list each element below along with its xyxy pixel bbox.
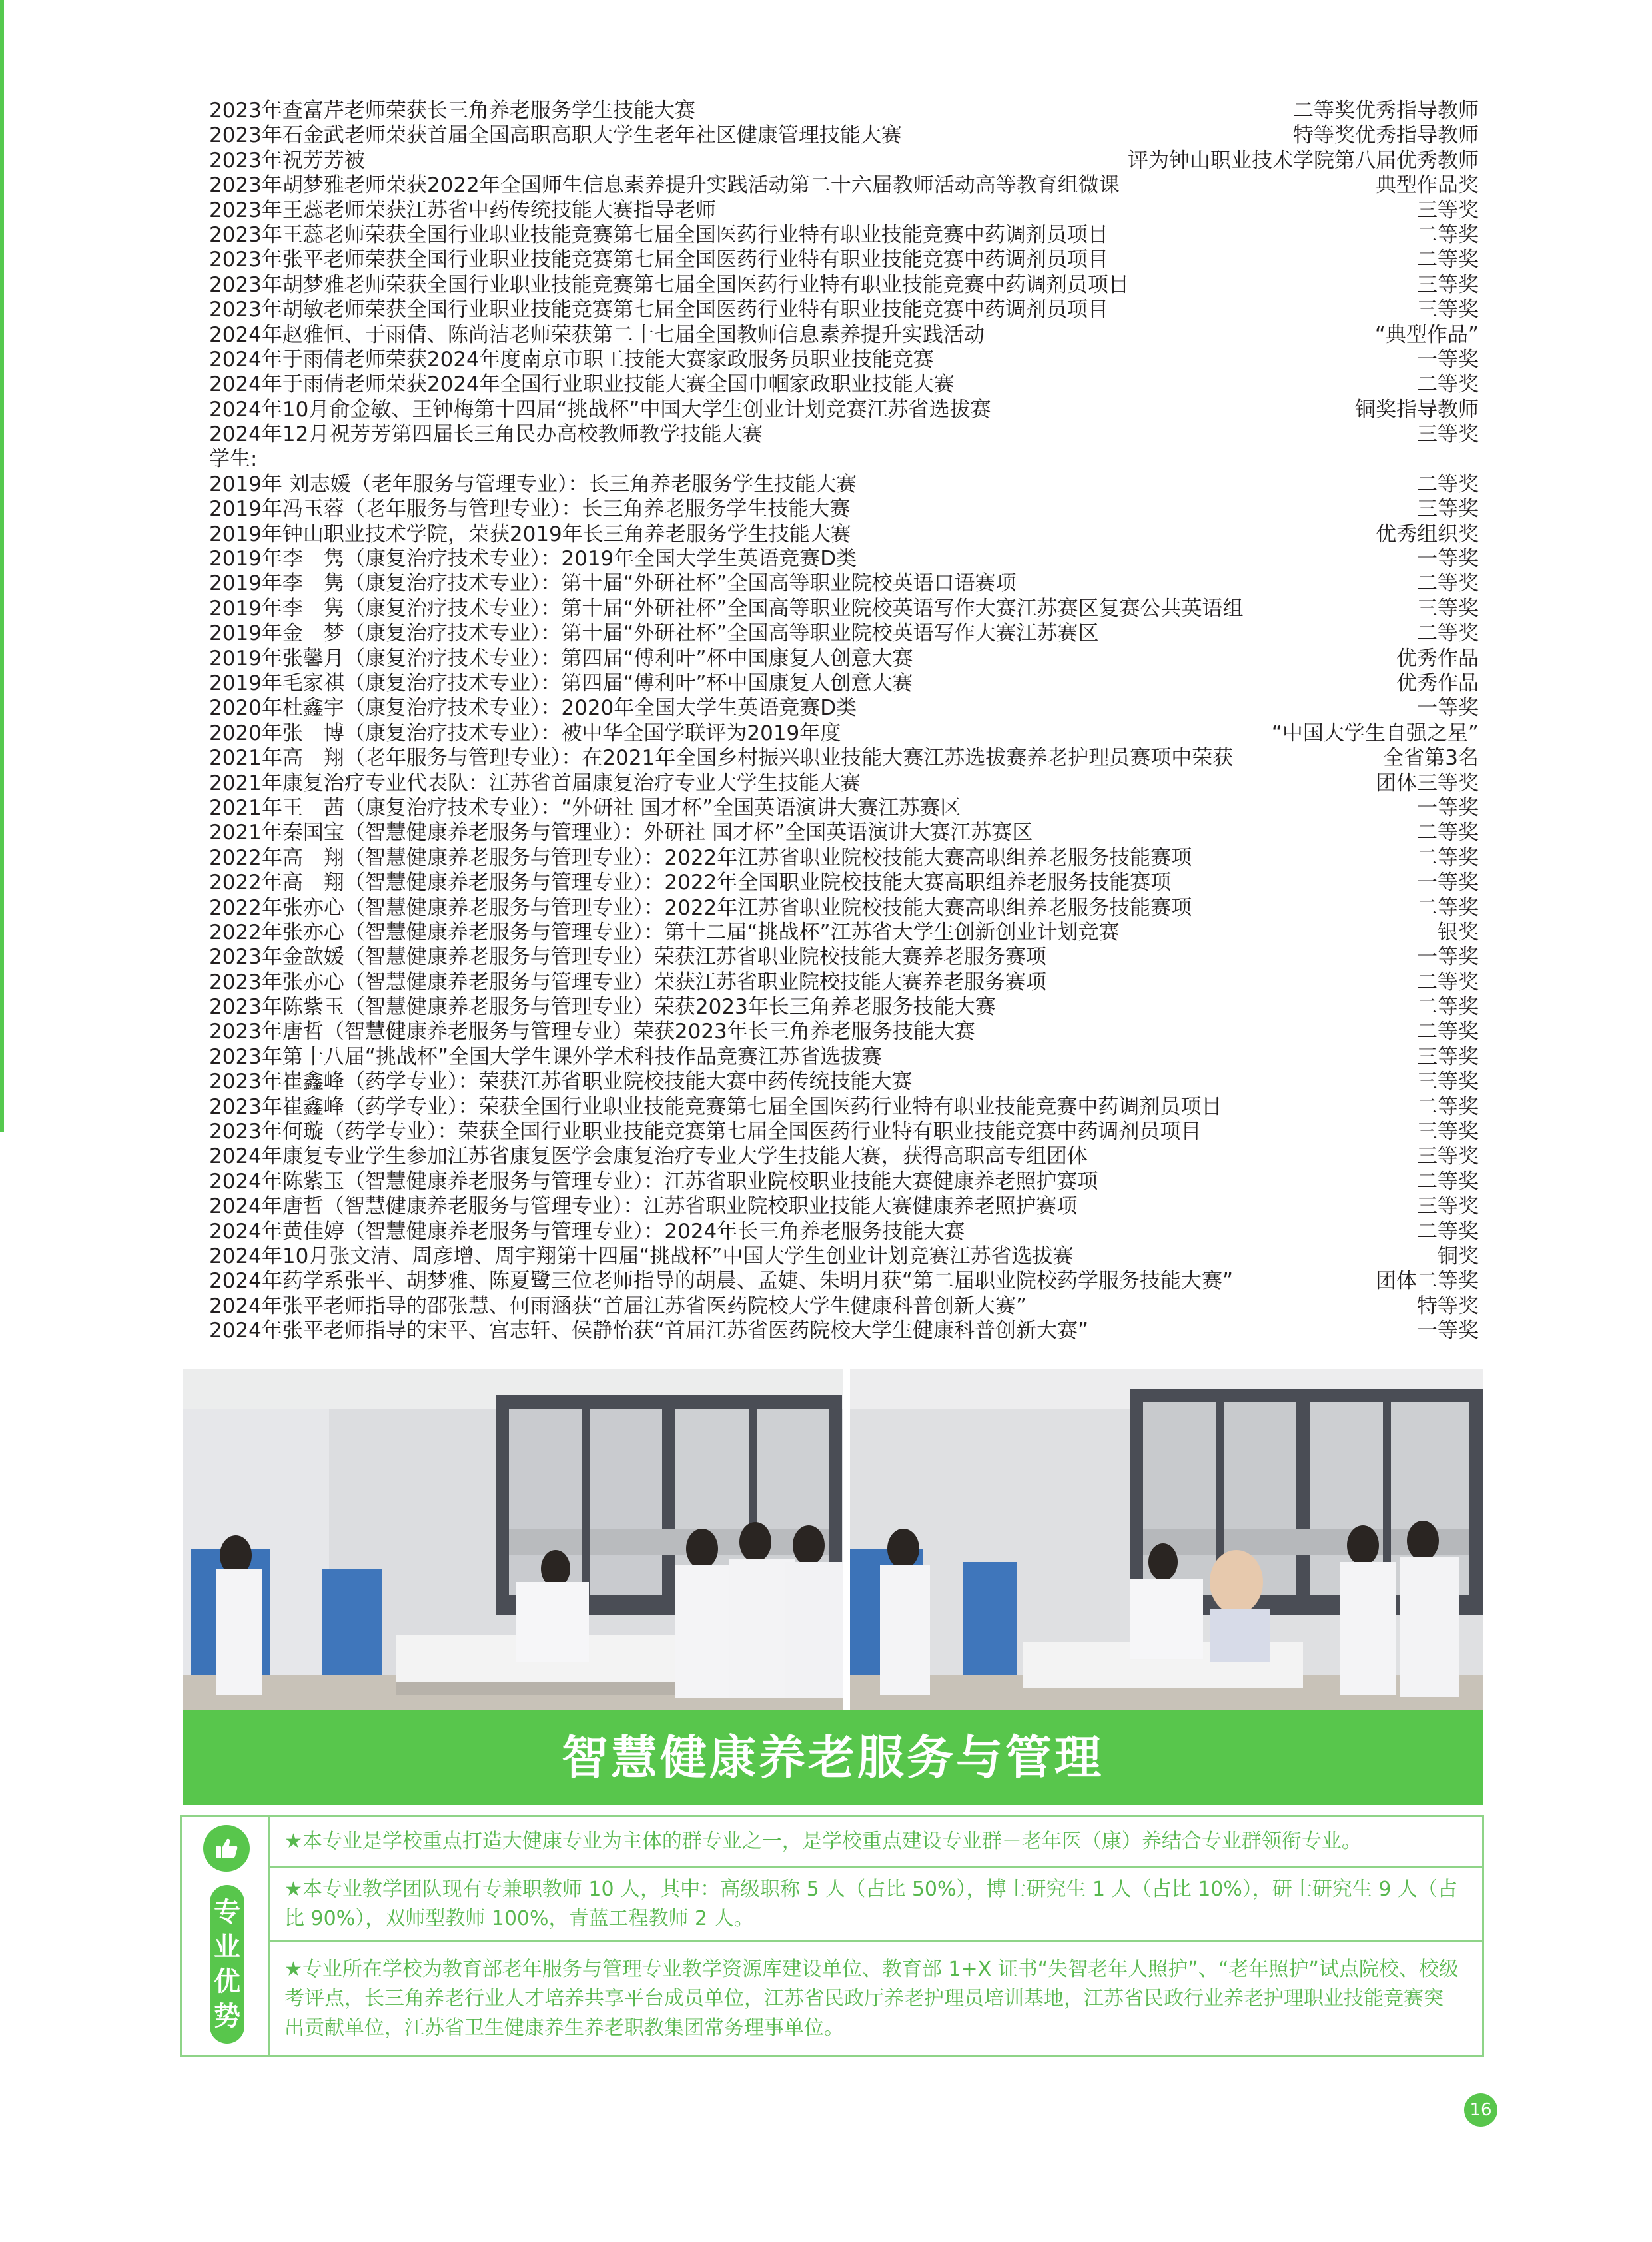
award-row xyxy=(209,871,1479,895)
award-row xyxy=(209,149,1479,173)
award-result: 一等奖 xyxy=(1417,347,1479,372)
award-result: 评为钟山职业技术学院第八届优秀教师 xyxy=(1128,148,1479,173)
award-result: 三等奖 xyxy=(1417,272,1479,297)
award-text: 2022年高 翔（智慧健康养老服务与管理专业）：2022年江苏省职业院校技能大赛高职组养老服务技能赛项 xyxy=(209,845,1192,870)
award-result: 二等奖 xyxy=(1417,821,1479,845)
award-result: 三等奖 xyxy=(1417,1044,1479,1069)
award-result: 三等奖 xyxy=(1417,1144,1479,1169)
award-row xyxy=(209,348,1479,372)
award-result: 一等奖 xyxy=(1417,1319,1479,1343)
award-row xyxy=(209,970,1479,995)
award-result: 三等奖 xyxy=(1417,1194,1479,1219)
award-text: 2024年张平老师指导的宋平、宫志轩、侯静怡获“首届江苏省医药院校大学生健康科普创新大赛” xyxy=(209,1319,1089,1343)
award-result: 二等奖 xyxy=(1417,571,1479,596)
award-text: 2023年陈紫玉（智慧健康养老服务与管理专业）荣获2023年长三角养老服务技能大赛 xyxy=(209,995,996,1020)
advantages-label-char: 势 xyxy=(214,2001,240,2032)
award-text: 2021年高 翔（老年服务与管理专业）：在2021年全国乡村振兴职业技能大赛江苏选拔赛养老护理员赛项中荣获 xyxy=(209,746,1234,771)
award-row xyxy=(209,721,1479,746)
award-text: 2024年药学系张平、胡梦雅、陈夏鹭三位老师指导的胡晨、孟婕、朱明月获“第二届职业院校药学服务技能大赛” xyxy=(209,1269,1234,1294)
award-row xyxy=(209,323,1479,348)
award-result: 二等奖 xyxy=(1417,995,1479,1020)
award-row xyxy=(209,522,1479,547)
award-text: 2023年胡梦雅老师荣获2022年全国师生信息素养提升实践活动第二十六届教师活动高等教育组微课 xyxy=(209,173,1120,198)
award-text: 2022年高 翔（智慧健康养老服务与管理专业）：2022年全国职业院校技能大赛高职组养老服务技能赛项 xyxy=(209,871,1172,895)
award-row xyxy=(209,1170,1479,1194)
award-row xyxy=(209,821,1479,845)
award-result: 二等奖 xyxy=(1417,372,1479,397)
award-row xyxy=(209,1144,1479,1169)
award-result: 优秀作品 xyxy=(1396,646,1479,671)
award-text: 2024年赵雅恒、于雨倩、陈尚洁老师荣获第二十七届全国教师信息素养提升实践活动 xyxy=(209,322,985,347)
award-text: 2023年唐哲（智慧健康养老服务与管理专业）荣获2023年长三角养老服务技能大赛 xyxy=(209,1020,975,1044)
award-text: 2019年金 梦（康复治疗技术专业）：第十届“外研社杯”全国高等职业院校英语写作大赛江苏赛区 xyxy=(209,621,1099,646)
award-result: 二等奖 xyxy=(1417,845,1479,870)
award-row xyxy=(209,571,1479,596)
award-row xyxy=(209,1120,1479,1144)
award-text: 2019年张馨月（康复治疗技术专业）：第四届“傅利叶”杯中国康复人创意大赛 xyxy=(209,646,913,671)
award-result: 一等奖 xyxy=(1417,871,1479,895)
award-row xyxy=(209,372,1479,397)
page-edge-stripe xyxy=(0,0,4,1132)
award-row xyxy=(209,1220,1479,1244)
award-result: 银奖 xyxy=(1438,920,1479,944)
award-result: 二等奖 xyxy=(1417,222,1479,247)
award-text: 2022年张亦心（智慧健康养老服务与管理专业）：第十二届“挑战杯”江苏省大学生创新创业计划竞赛 xyxy=(209,920,1120,944)
award-text: 2019年李 隽（康复治疗技术专业）：2019年全国大学生英语竞赛D类 xyxy=(209,547,857,571)
award-result: 二等奖 xyxy=(1417,248,1479,272)
award-text: 2023年金歆媛（智慧健康养老服务与管理专业）荣获江苏省职业院校技能大赛养老服务赛项 xyxy=(209,945,1046,970)
award-text: 2023年胡敏老师荣获全国行业职业技能竞赛第七届全国医药行业特有职业技能竞赛中药调剂员项目 xyxy=(209,298,1108,322)
award-text: 2024年张平老师指导的邵张慧、何雨涵获“首届江苏省医药院校大学生健康科普创新大赛” xyxy=(209,1294,1027,1318)
award-row xyxy=(209,1244,1479,1269)
award-result: 特等奖 xyxy=(1417,1294,1479,1318)
advantages-label xyxy=(210,1885,244,2044)
award-row xyxy=(209,1194,1479,1219)
award-text: 2023年石金武老师荣获首届全国高职高职大学生老年社区健康管理技能大赛 xyxy=(209,123,902,148)
award-text: 2023年王蕊老师荣获全国行业职业技能竞赛第七届全国医药行业特有职业技能竞赛中药调剂员项目 xyxy=(209,222,1108,247)
award-result: 全省第3名 xyxy=(1383,746,1479,771)
award-text: 2024年10月俞金敏、王钟梅第十四届“挑战杯”中国大学生创业计划竞赛江苏省选拔赛 xyxy=(209,397,991,422)
award-text: 2024年唐哲（智慧健康养老服务与管理专业）：江苏省职业院校职业技能大赛健康养老照护赛项 xyxy=(209,1194,1078,1219)
advantages-sidebar xyxy=(182,1817,270,2055)
award-row xyxy=(209,647,1479,671)
award-result: 三等奖 xyxy=(1417,497,1479,522)
award-row xyxy=(209,472,1479,497)
award-text: 2023年胡梦雅老师荣获全国行业职业技能竞赛第七届全国医药行业特有职业技能竞赛中药调剂员项目 xyxy=(209,272,1129,297)
advantage-item-1: ★本专业是学校重点打造大健康专业为主体的群专业之一，是学校重点建设专业群－老年医（康）养结合专业群领衔专业。 xyxy=(270,1817,1482,1868)
award-result: 三等奖 xyxy=(1417,198,1479,222)
award-row xyxy=(209,995,1479,1020)
award-row xyxy=(209,123,1479,148)
award-result: 二等奖 xyxy=(1417,1094,1479,1119)
advantages-label-char: 专 xyxy=(214,1897,240,1928)
award-result: 一等奖 xyxy=(1417,547,1479,571)
section-banner: 智慧健康养老服务与管理 xyxy=(183,1710,1483,1805)
award-row xyxy=(209,746,1479,771)
award-text: 2019年毛家祺（康复治疗技术专业）：第四届“傅利叶”杯中国康复人创意大赛 xyxy=(209,671,913,695)
award-result: 优秀作品 xyxy=(1396,671,1479,695)
award-row xyxy=(209,497,1479,522)
award-row xyxy=(209,298,1479,322)
award-result: 二等奖 xyxy=(1417,895,1479,920)
award-row xyxy=(209,1319,1479,1343)
award-row xyxy=(209,771,1479,796)
award-text: 2023年张平老师荣获全国行业职业技能竞赛第七届全国医药行业特有职业技能竞赛中药调剂员项目 xyxy=(209,248,1108,272)
advantages-box xyxy=(180,1815,1484,2057)
award-text: 2021年康复治疗专业代表队：江苏省首届康复治疗专业大学生技能大赛 xyxy=(209,771,861,795)
award-result: 二等奖 xyxy=(1417,1169,1479,1194)
award-text: 2023年崔鑫峰（药学专业）：荣获江苏省职业院校技能大赛中药传统技能大赛 xyxy=(209,1070,913,1094)
advantages-items xyxy=(270,1817,1482,2055)
advantage-item-3: ★专业所在学校为教育部老年服务与管理专业教学资源库建设单位、教育部 1+X 证书“失智老年人照护”、“老年照护”试点院校、校级考评点，长三角养老行业人才培养共享平台成员单位，江苏省民政厅养老护理员培训基地，江苏省民政行业养老护理职业技能竞赛突出贡献单位，江苏省卫生健康养生养老职教集团常务理事单位。 xyxy=(284,1958,1459,2040)
award-result: 团体三等奖 xyxy=(1376,771,1479,795)
advantages-label-char: 业 xyxy=(214,1932,240,1962)
award-text: 2024年于雨倩老师荣获2024年度南京市职工技能大赛家政服务员职业技能竞赛 xyxy=(209,347,934,372)
award-row xyxy=(209,398,1479,422)
award-result: 团体二等奖 xyxy=(1376,1269,1479,1294)
award-result: 三等奖 xyxy=(1417,596,1479,621)
award-row xyxy=(209,1269,1479,1294)
award-result: “典型作品” xyxy=(1374,322,1479,347)
award-text: 2022年张亦心（智慧健康养老服务与管理专业）：2022年江苏省职业院校技能大赛高职组养老服务技能赛项 xyxy=(209,895,1192,920)
award-text: 2021年王 茜（康复治疗技术专业）：“外研社 国才杯”全国英语演讲大赛江苏赛区 xyxy=(209,795,961,820)
award-row xyxy=(209,422,1479,447)
award-text: 2024年黄佳婷（智慧健康养老服务与管理专业）：2024年长三角养老服务技能大赛 xyxy=(209,1219,965,1244)
award-result: 一等奖 xyxy=(1417,795,1479,820)
training-photo-left xyxy=(183,1369,843,1710)
award-row xyxy=(209,223,1479,248)
award-text: 2023年张亦心（智慧健康养老服务与管理专业）荣获江苏省职业院校技能大赛养老服务赛项 xyxy=(209,970,1046,994)
award-result: 一等奖 xyxy=(1417,945,1479,970)
award-row xyxy=(209,921,1479,945)
award-row xyxy=(209,273,1479,298)
award-text: 2023年第十八届“挑战杯”全国大学生课外学术科技作品竞赛江苏省选拔赛 xyxy=(209,1044,883,1069)
award-row xyxy=(209,945,1479,970)
award-row xyxy=(209,198,1479,223)
award-result: 特等奖优秀指导教师 xyxy=(1293,123,1479,148)
award-result: “中国大学生自强之星” xyxy=(1271,721,1479,745)
award-row xyxy=(209,99,1479,123)
award-row xyxy=(209,597,1479,621)
award-text: 2020年张 博（康复治疗技术专业）：被中华全国学联评为2019年度 xyxy=(209,721,841,745)
award-row xyxy=(209,796,1479,821)
award-row xyxy=(209,173,1479,198)
award-text: 2023年祝芳芳被 xyxy=(209,148,365,173)
award-result: 二等奖 xyxy=(1417,1020,1479,1044)
award-text: 2024年康复专业学生参加江苏省康复医学会康复治疗专业大学生技能大赛，获得高职高专组团体 xyxy=(209,1144,1088,1169)
award-result: 一等奖 xyxy=(1417,696,1479,721)
award-text: 2023年查富芹老师荣获长三角养老服务学生技能大赛 xyxy=(209,99,695,123)
award-row xyxy=(209,1070,1479,1094)
award-row xyxy=(209,896,1479,921)
award-row xyxy=(209,1095,1479,1120)
award-text: 2024年陈紫玉（智慧健康养老服务与管理专业）：江苏省职业院校职业技能大赛健康养老照护赛项 xyxy=(209,1169,1098,1194)
award-row xyxy=(209,447,1479,472)
training-photo-right xyxy=(850,1369,1483,1710)
award-result: 三等奖 xyxy=(1417,1070,1479,1094)
advantage-item-2: ★本专业教学团队现有专兼职教师 10 人，其中：高级职称 5 人（占比 50%），博士研究生 1 人（占比 10%），研士研究生 9 人（占比 90%），双师型教师 100%，青蓝工程教师 2 人。 xyxy=(270,1868,1482,1942)
award-text: 2019年冯玉蓉（老年服务与管理专业）：长三角养老服务学生技能大赛 xyxy=(209,497,851,522)
award-text: 2024年于雨倩老师荣获2024年全国行业职业技能大赛全国巾帼家政职业技能大赛 xyxy=(209,372,955,397)
award-result: 二等奖 xyxy=(1417,621,1479,646)
awards-list xyxy=(209,99,1479,1344)
thumbs-up-icon xyxy=(203,1825,250,1872)
award-result: 三等奖 xyxy=(1417,422,1479,447)
award-text: 2024年12月祝芳芳第四届长三角民办高校教师教学技能大赛 xyxy=(209,422,763,447)
award-text: 2019年李 隽（康复治疗技术专业）：第十届“外研社杯”全国高等职业院校英语口语赛项 xyxy=(209,571,1017,596)
photo-strip xyxy=(183,1369,1483,1710)
award-text: 2021年秦国宝（智慧健康养老服务与管理业）：外研社 国才杯”全国英语演讲大赛江苏赛区 xyxy=(209,821,1033,845)
award-row xyxy=(209,846,1479,871)
award-row xyxy=(209,1020,1479,1044)
award-result: 铜奖指导教师 xyxy=(1355,397,1479,422)
award-result: 二等奖 xyxy=(1417,1219,1479,1244)
award-result: 二等奖 xyxy=(1417,970,1479,994)
award-result: 三等奖 xyxy=(1417,298,1479,322)
award-row xyxy=(209,621,1479,646)
page-number: 16 xyxy=(1464,2093,1497,2127)
award-text: 2023年王蕊老师荣获江苏省中药传统技能大赛指导老师 xyxy=(209,198,716,222)
award-result: 二等奖 xyxy=(1417,472,1479,496)
award-row xyxy=(209,1045,1479,1070)
award-text: 2019年 刘志媛（老年服务与管理专业）：长三角养老服务学生技能大赛 xyxy=(209,472,857,496)
advantages-label-char: 优 xyxy=(214,1966,240,1997)
award-row xyxy=(209,1294,1479,1319)
award-result: 二等奖优秀指导教师 xyxy=(1293,99,1479,123)
award-result: 优秀组织奖 xyxy=(1376,522,1479,546)
award-row xyxy=(209,671,1479,696)
award-text: 2019年李 隽（康复治疗技术专业）：第十届“外研社杯”全国高等职业院校英语写作大赛江苏赛区复赛公共英语组 xyxy=(209,596,1244,621)
award-row xyxy=(209,696,1479,721)
award-row xyxy=(209,547,1479,571)
award-result: 典型作品奖 xyxy=(1376,173,1479,198)
award-text: 2024年10月张文清、周彦增、周宇翔第十四届“挑战杯”中国大学生创业计划竞赛江苏省选拔赛 xyxy=(209,1244,1074,1268)
award-row xyxy=(209,248,1479,272)
award-text: 2019年钟山职业技术学院，荣获2019年长三角养老服务学生技能大赛 xyxy=(209,522,851,546)
award-result: 铜奖 xyxy=(1438,1244,1479,1268)
award-text: 2023年何璇（药学专业）：荣获全国行业职业技能竞赛第七届全国医药行业特有职业技能竞赛中药调剂员项目 xyxy=(209,1120,1202,1144)
award-text: 2020年杜鑫宇（康复治疗技术专业）：2020年全国大学生英语竞赛D类 xyxy=(209,696,857,721)
award-result: 三等奖 xyxy=(1417,1120,1479,1144)
award-text: 学生: xyxy=(209,447,258,472)
award-text: 2023年崔鑫峰（药学专业）：荣获全国行业职业技能竞赛第七届全国医药行业特有职业技能竞赛中药调剂员项目 xyxy=(209,1094,1222,1119)
